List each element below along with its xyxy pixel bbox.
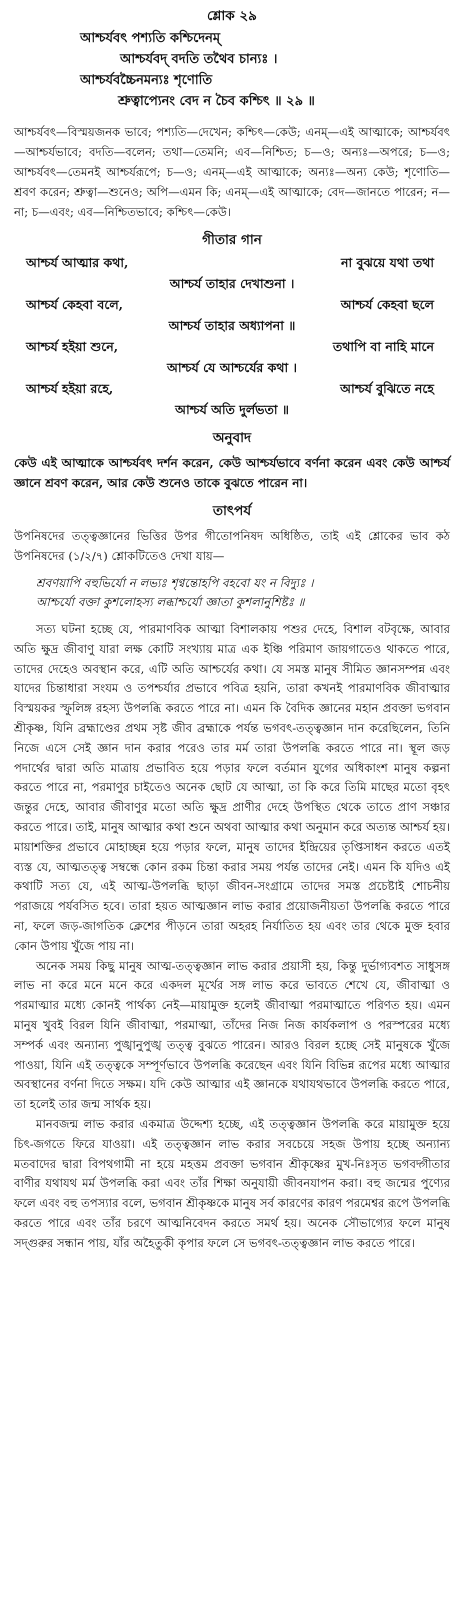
song-row [14, 252, 450, 273]
purport-intro: উপনিষদের তত্ত্বজ্ঞানের ভিত্তির উপর গীতোপনিষদ অধিষ্ঠিত, তাই এই শ্লোকের ভাব কঠ উপনিষদের (১/২/৭) শ্লোকটিতেও দেখা যায়— [14, 529, 450, 563]
song-line: আশ্চর্য আত্মার কথা, [26, 255, 129, 270]
song-line: আশ্চর্য তাহার অধ্যাপনা ॥ [168, 318, 296, 333]
song-block [14, 252, 450, 420]
verse-line: আশ্চর্যবৎ পশ্যতি কশ্চিদেনম্ [80, 31, 221, 46]
song-heading: গীতার গান [202, 232, 262, 248]
song-line: আশ্চর্য কেহবা বলে, [26, 297, 124, 312]
translation-heading: অনুবাদ [212, 430, 252, 446]
song-line: আশ্চর্য হইয়া রহে, [26, 381, 114, 396]
sloka-heading: শ্লোক ২৯ [207, 8, 257, 24]
verse-line: আশ্চর্যবদ্ বদতি তথৈব চান্যঃ । [120, 52, 278, 67]
song-line: আশ্চর্য কেহবা ছলে [340, 297, 434, 312]
translation-text: কেউ এই আত্মাকে আশ্চর্যবৎ দর্শন করেন, কেউ আশ্চর্যভাবে বর্ণনা করেন এবং কেউ আশ্চর্য জ্ঞানে শ্রবণ করেন, আর কেউ শুনেও তাকে বুঝতে পারেন না। [14, 456, 450, 490]
song-line: আশ্চর্য হইয়া শুনে, [26, 339, 119, 354]
purport-paragraph: অনেক সময় কিছু মানুষ আত্ম-তত্ত্বজ্ঞান লাভ করার প্রয়াসী হয়, কিন্তু দুর্ভাগ্যবশত সাধুসঙ্গ লাভ না করে মনে মনে করে একদল মূর্খের সঙ্গ লাভ করে ভাবতে শেখে যে, জীবাত্মা ও পরমাত্মার মধ্যে কোনই পার্থক্য নেই—মায়ামুক্ত হলেই জীবাত্মা পরমাত্মাতে পরিণত হয়। এমন মানুষ খুবই বিরল যিনি জীবাত্মা, পরমাত্মা, তাঁদের নিজ নিজ কার্যকলাপ ও পরস্পরের মধ্যে সম্পর্ক এবং অন্যান্য পুঙ্খানুপুঙ্খ তত্ত্ব বুঝতে পারেন। আরও বিরল হচ্ছে সেই মানুষকে খুঁজে পাওয়া, যিনি এই তত্ত্বকে সম্পূর্ণভাবে উপলব্ধি করেছেন এবং যিনি বিভিন্ন রূপের মধ্যে আত্মার অবস্থানের বর্ণনা দিতে সক্ষম। যদি কেউ আত্মার এই জ্ঞানকে যথাযথভাবে উপলব্ধি করতে পারে, তা হলেই তার জন্ম সার্থক হয়। [14, 958, 450, 1112]
verse-line: আশ্চর্যবচ্চৈনমন্যঃ শৃণোতি [80, 73, 213, 88]
song-line: আশ্চর্য অতি দুর্লভতা ॥ [175, 402, 289, 417]
purport-paragraph: সত্য ঘটনা হচ্ছে যে, পারমাণবিক আত্মা বিশালকায় পশুর দেহে, বিশাল বটবৃক্ষে, আবার অতি ক্ষুদ্র জীবাণু যারা লক্ষ কোটি সংখ্যায় মাত্র এক ইঞ্চি পরিমাণ জায়গাতেও থাকতে পারে, তাদের দেহেও অবস্থান করে, এটি অতি আশ্চর্যের কথা। যে সমস্ত মানুষ সীমিত জ্ঞানসম্পন্ন এবং যাদের চিন্তাধারা সংযম ও তপশ্চর্যার প্রভাবে পবিত্র হয়নি, তারা কখনই পারমাণবিক জীবাত্মার বিস্ময়কর স্ফুলিঙ্গ রহস্য উপলব্ধি করতে পারে না। এমন কি বৈদিক জ্ঞানের মহান প্রবক্তা ভগবান শ্রীকৃষ্ণ, যিনি ব্রহ্মাণ্ডের প্রথম সৃষ্ট জীব ব্রহ্মাকে পর্যন্ত ভগবৎ-তত্ত্বজ্ঞান দান করেছিলেন, তিনি নিজে এসে সেই জ্ঞান দান করার পরেও তার মর্ম তারা উপলব্ধি করতে পারে না। স্থূল জড় পদার্থের দ্বারা অতি মাত্রায় প্রভাবিত হয়ে পড়ার ফলে বর্তমান যুগের অধিকাংশ মানুষ কল্পনা করতে পারে না, পরমাণুর চাইতেও অনেক ছোট যে আত্মা, তা কি করে তিমি মাছের মতো বৃহৎ জন্তুর দেহে, আবার জীবাণুর মতো অতি ক্ষুদ্র প্রাণীর দেহে উপস্থিত থেকে তাতে প্রাণ সঞ্চার করতে পারে। তাই, মানুষ আত্মার কথা শুনে অথবা আত্মার কথা অনুমান করে অত্যন্ত আশ্চর্য হয়। মায়াশক্তির প্রভাবে মোহাচ্ছন্ন হয়ে পড়ার ফলে, মানুষ তাদের ইন্দ্রিয়ের তৃপ্তিসাধন করতে এতই ব্যস্ত যে, আত্মতত্ত্ব সম্বন্ধে কোন রকম চিন্তা করার সময় পর্যন্ত তাদের নেই। এমন কি যদিও এই কথাটি সত্য যে, এই আত্ম-উপলব্ধি ছাড়া জীবন-সংগ্রামে তাদের সমস্ত প্রচেষ্টাই শোচনীয় পরাজয়ে পর্যবসিত হবে। তারা হয়ত আত্মজ্ঞান লাভ করার প্রয়োজনীয়তা উপলব্ধি করতে পারে না, ফলে জড়-জাগতিক ক্লেশের পীড়নে তারা অহরহ নির্যাতিত হয় এবং তার থেকে মুক্ত হবার কোন উপায় খুঁজে পায় না। [14, 622, 450, 953]
song-line: আশ্চর্য বুঝিতে নহে [340, 381, 434, 396]
quote-line: আশ্চর্যো বক্তা কুশলোহস্য লব্ধাশ্চর্যো জ্ঞাতা কুশলানুশিষ্টঃ ॥ [36, 595, 305, 609]
song-line: না বুঝয়ে যথা তথা [341, 255, 434, 270]
purport-heading: তাৎপর্য [212, 503, 252, 519]
upanishad-quote [14, 574, 450, 612]
quote-line: শ্রবণয়াপি বহুভির্যো ন লভ্যঃ শৃণ্বন্তোহপি বহবো যং ন বিদ্যুঃ । [36, 576, 314, 590]
purport-paragraph: মানবজন্ম লাভ করার একমাত্র উদ্দেশ্য হচ্ছে, এই তত্ত্বজ্ঞান উপলব্ধি করে মায়ামুক্ত হয়ে চিৎ-জগতে ফিরে যাওয়া। এই তত্ত্বজ্ঞান লাভ করার সবচেয়ে সহজ উপায় হচ্ছে অন্যান্য মতবাদের দ্বারা বিপথগামী না হয়ে মহত্তম প্রবক্তা ভগবান শ্রীকৃষ্ণের মুখ-নিঃসৃত ভগবদ্গীতার বাণীর যথাযথ মর্ম উপলব্ধি করা এবং তাঁর শিক্ষা অনুযায়ী জীবনযাপন করা। বহু জন্মের পুণ্যের ফলে এবং বহু তপস্যার বলে, ভগবান শ্রীকৃষ্ণকে মানুষ সর্ব কারণের কারণ পরমেশ্বর রূপে উপলব্ধি করতে পারে এবং তাঁর চরণে আত্মনিবেদন করতে সমর্থ হয়। অনেক সৌভাগ্যের ফলে মানুষ সদ্গুরুর সন্ধান পায়, যাঁর অহৈতুকী কৃপার ফলে সে ভগবৎ-তত্ত্বজ্ঞান লাভ করতে পারে। [14, 1116, 451, 1250]
song-row [14, 336, 450, 357]
song-line: তথাপি বা নাহি মানে [332, 339, 434, 354]
verse-line: শ্রুত্বাপ্যেনং বেদ ন চৈব কশ্চিৎ ॥ ২৯ ॥ [118, 94, 315, 109]
song-row [14, 378, 450, 399]
verse-block [14, 28, 450, 112]
song-row [14, 294, 450, 315]
song-line: আশ্চর্য তাহার দেখাশুনা । [169, 276, 295, 291]
song-line: আশ্চর্য যে আশ্চর্যের কথা । [167, 360, 297, 375]
synonyms-text: আশ্চর্যবৎ—বিস্ময়জনক ভাবে; পশ্যতি—দেখেন; কশ্চিৎ—কেউ; এনম্—এই আত্মাকে; আশ্চর্যবৎ—আশ্চর্যভাবে; বদতি—বলেন; তথা—তেমনি; এব—নিশ্চিত; চ—ও; অন্যঃ—অপরে; চ—ও; আশ্চর্যবৎ—তেমনই আশ্চর্যরূপে; চ—ও; এনম্—এই আত্মাকে; অন্যঃ—অন্য কেউ; শৃণোতি—শ্রবণ করেন; শ্রুত্বা—শুনেও; অপি—এমন কি; এনম্—এই আত্মাকে; বেদ—জানতে পারেন; ন—না; চ—এবং; এব—নিশ্চিতভাবে; কশ্চিৎ—কেউ। [14, 125, 450, 219]
